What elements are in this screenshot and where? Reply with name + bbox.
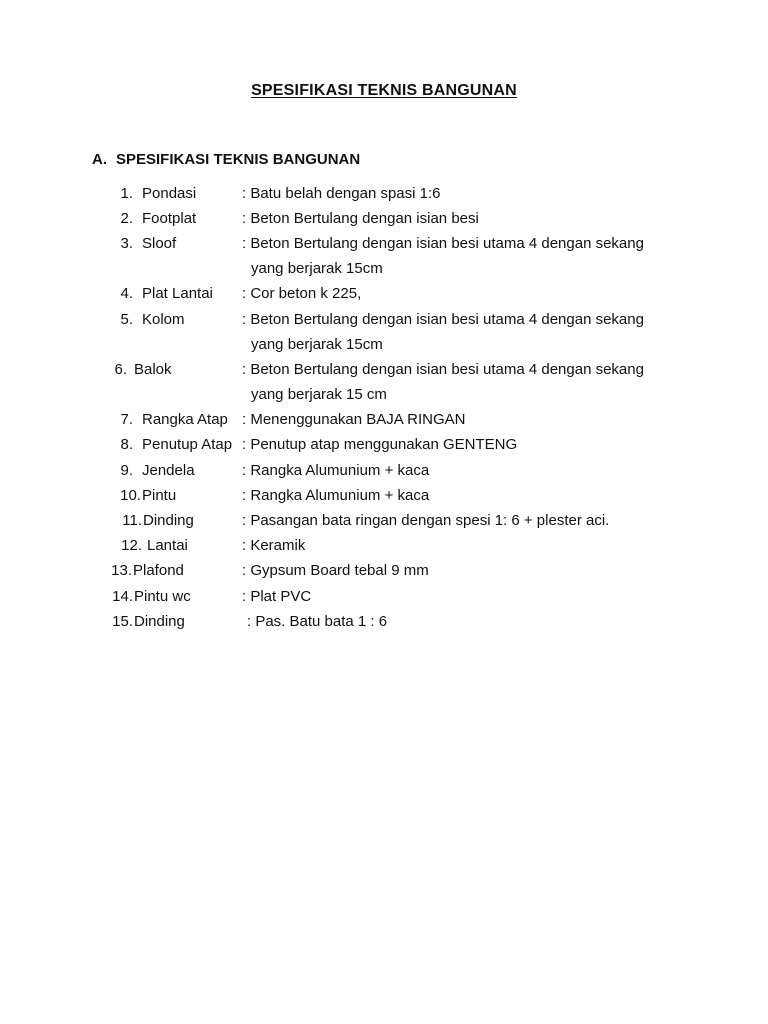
item-value: : Penutup atap menggunakan GENTENG bbox=[242, 436, 518, 453]
item-label: Pondasi bbox=[142, 185, 197, 202]
item-value-continuation: yang berjarak 15cm bbox=[251, 336, 383, 353]
item-value: : Gypsum Board tebal 9 mm bbox=[242, 562, 429, 579]
spec-item-pintu bbox=[0, 487, 768, 509]
item-number: 1. bbox=[120, 185, 133, 202]
item-value: : Pasangan bata ringan dengan spesi 1: 6 + plester aci. bbox=[242, 512, 610, 529]
spec-item-kolom-continuation bbox=[0, 336, 768, 358]
item-number: 10. bbox=[120, 487, 141, 504]
item-number: 8. bbox=[120, 436, 133, 453]
item-label: Footplat bbox=[142, 210, 197, 227]
item-label: Kolom bbox=[142, 311, 185, 328]
item-label: Plafond bbox=[133, 562, 184, 579]
spec-item-pondasi bbox=[0, 185, 768, 207]
section-heading bbox=[92, 151, 360, 168]
item-number: 9. bbox=[120, 462, 133, 479]
item-label: Pintu bbox=[142, 487, 177, 504]
spec-item-plafond bbox=[0, 562, 768, 584]
item-number: 6. bbox=[114, 361, 127, 378]
item-label: Jendela bbox=[142, 462, 195, 479]
item-value: : Rangka Alumunium + kaca bbox=[242, 462, 430, 479]
item-value: : Cor beton k 225, bbox=[242, 285, 362, 302]
spec-item-lantai bbox=[0, 537, 768, 559]
spec-item-sloof bbox=[0, 235, 768, 257]
item-value: : Beton Bertulang dengan isian besi bbox=[242, 210, 479, 227]
item-value: : Beton Bertulang dengan isian besi utama 4 dengan sekang bbox=[242, 235, 644, 252]
item-number: 15. bbox=[112, 613, 133, 630]
item-label: Dinding bbox=[143, 512, 194, 529]
item-value: : Pas. Batu bata 1 : 6 bbox=[247, 613, 388, 630]
item-value: : Plat PVC bbox=[242, 588, 312, 605]
spec-item-dinding-bata bbox=[0, 613, 768, 635]
item-value: : Beton Bertulang dengan isian besi utama 4 dengan sekang bbox=[242, 361, 644, 378]
spec-item-balok bbox=[0, 361, 768, 383]
item-number: 12. bbox=[121, 537, 142, 554]
item-value: : Batu belah dengan spasi 1:6 bbox=[242, 185, 441, 202]
item-value-continuation: yang berjarak 15cm bbox=[251, 260, 383, 277]
item-label: Sloof bbox=[142, 235, 177, 252]
item-label: Plat Lantai bbox=[142, 285, 213, 302]
item-label: Pintu wc bbox=[134, 588, 191, 605]
item-value-continuation: yang berjarak 15 cm bbox=[251, 386, 387, 403]
item-label: Dinding bbox=[134, 613, 185, 630]
page-title: SPESIFIKASI TEKNIS BANGUNAN bbox=[251, 82, 517, 99]
item-number: 11. bbox=[122, 512, 142, 529]
item-label: Penutup Atap bbox=[142, 436, 233, 453]
spec-item-jendela bbox=[0, 462, 768, 484]
item-number: 2. bbox=[120, 210, 133, 227]
item-label: Rangka Atap bbox=[142, 411, 228, 428]
spec-item-sloof-continuation bbox=[0, 260, 768, 282]
item-number: 5. bbox=[120, 311, 133, 328]
spec-item-plat-lantai bbox=[0, 285, 768, 307]
item-value: : Keramik bbox=[242, 537, 306, 554]
spec-item-penutup-atap bbox=[0, 436, 768, 458]
spec-item-balok-continuation bbox=[0, 386, 768, 408]
spec-item-dinding bbox=[0, 512, 768, 534]
section-letter: A. bbox=[92, 151, 107, 168]
section-heading-text: SPESIFIKASI TEKNIS BANGUNAN bbox=[116, 151, 361, 168]
item-value: : Rangka Alumunium + kaca bbox=[242, 487, 430, 504]
spec-item-footplat bbox=[0, 210, 768, 232]
item-value: : Beton Bertulang dengan isian besi utama 4 dengan sekang bbox=[242, 311, 644, 328]
item-label: Lantai bbox=[147, 537, 188, 554]
spec-item-pintu-wc bbox=[0, 588, 768, 610]
item-number: 13. bbox=[111, 562, 132, 579]
spec-item-kolom bbox=[0, 311, 768, 333]
item-number: 3. bbox=[120, 235, 133, 252]
item-label: Balok bbox=[134, 361, 172, 378]
item-number: 7. bbox=[120, 411, 133, 428]
item-value: : Menenggunakan BAJA RINGAN bbox=[242, 411, 466, 428]
spec-item-rangka-atap bbox=[0, 411, 768, 433]
item-number: 14. bbox=[112, 588, 133, 605]
item-number: 4. bbox=[120, 285, 133, 302]
